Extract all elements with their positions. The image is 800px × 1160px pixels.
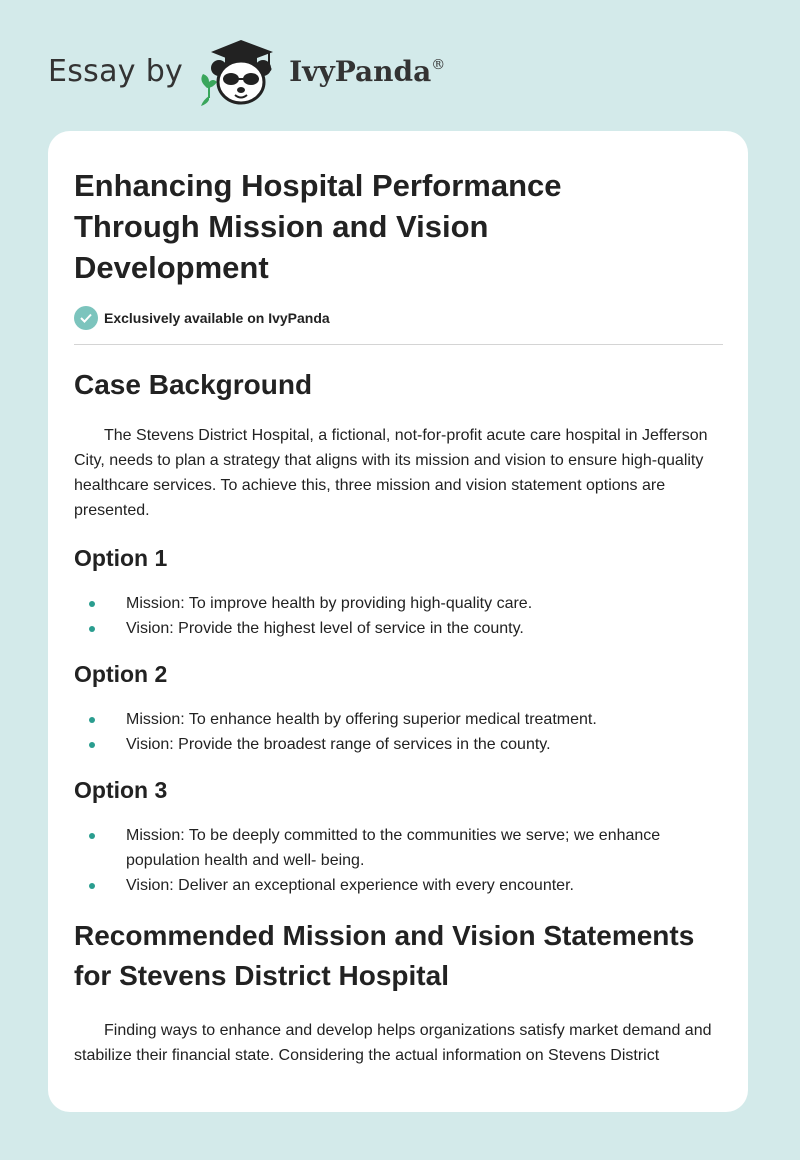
list-item: Mission: To be deeply committed to the communities we serve; we enhance population health and well- being. <box>74 823 714 873</box>
brand-name: IvyPanda® <box>289 54 446 88</box>
case-background-paragraph: The Stevens District Hospital, a fictional, not-for-profit acute care hospital in Jefferson City, needs to plan a strategy that aligns with its mission and vision to ensure high-quality healthcare services. To achieve this, three mission and vision statement options are presented. <box>74 427 708 519</box>
panda-graduate-icon <box>197 34 285 108</box>
site-header <box>48 36 445 106</box>
list-item: Mission: To enhance health by offering superior medical treatment. <box>74 707 714 732</box>
option-2-list <box>74 707 714 757</box>
exclusive-label: Exclusively available on IvyPanda <box>104 310 330 326</box>
article-title: Enhancing Hospital Performance Through Mission and Vision Development <box>74 168 562 285</box>
divider <box>74 344 723 345</box>
check-icon <box>74 306 98 330</box>
section-heading-option-2: Option 2 <box>74 661 168 687</box>
option-3-list <box>74 823 714 898</box>
option-1-list <box>74 591 714 641</box>
recommended-paragraph: Finding ways to enhance and develop helps organizations satisfy market demand and stabilize their financial state. Considering the actual information on Stevens District <box>74 1022 712 1064</box>
article-card <box>48 131 748 1112</box>
section-heading-option-3: Option 3 <box>74 777 168 803</box>
essay-by-label: Essay by <box>48 53 184 89</box>
list-item: Vision: Deliver an exceptional experience with every encounter. <box>74 873 714 898</box>
list-item: Mission: To improve health by providing high-quality care. <box>74 591 714 616</box>
section-heading-case-background: Case Background <box>74 369 313 400</box>
list-item: Vision: Provide the broadest range of services in the county. <box>74 732 714 757</box>
ivypanda-logo-link[interactable] <box>197 34 445 108</box>
exclusive-badge <box>74 306 722 330</box>
section-heading-option-1: Option 1 <box>74 545 168 571</box>
list-item: Vision: Provide the highest level of service in the county. <box>74 616 714 641</box>
section-heading-recommended: Recommended Mission and Vision Statements for Stevens District Hospital <box>74 920 695 991</box>
